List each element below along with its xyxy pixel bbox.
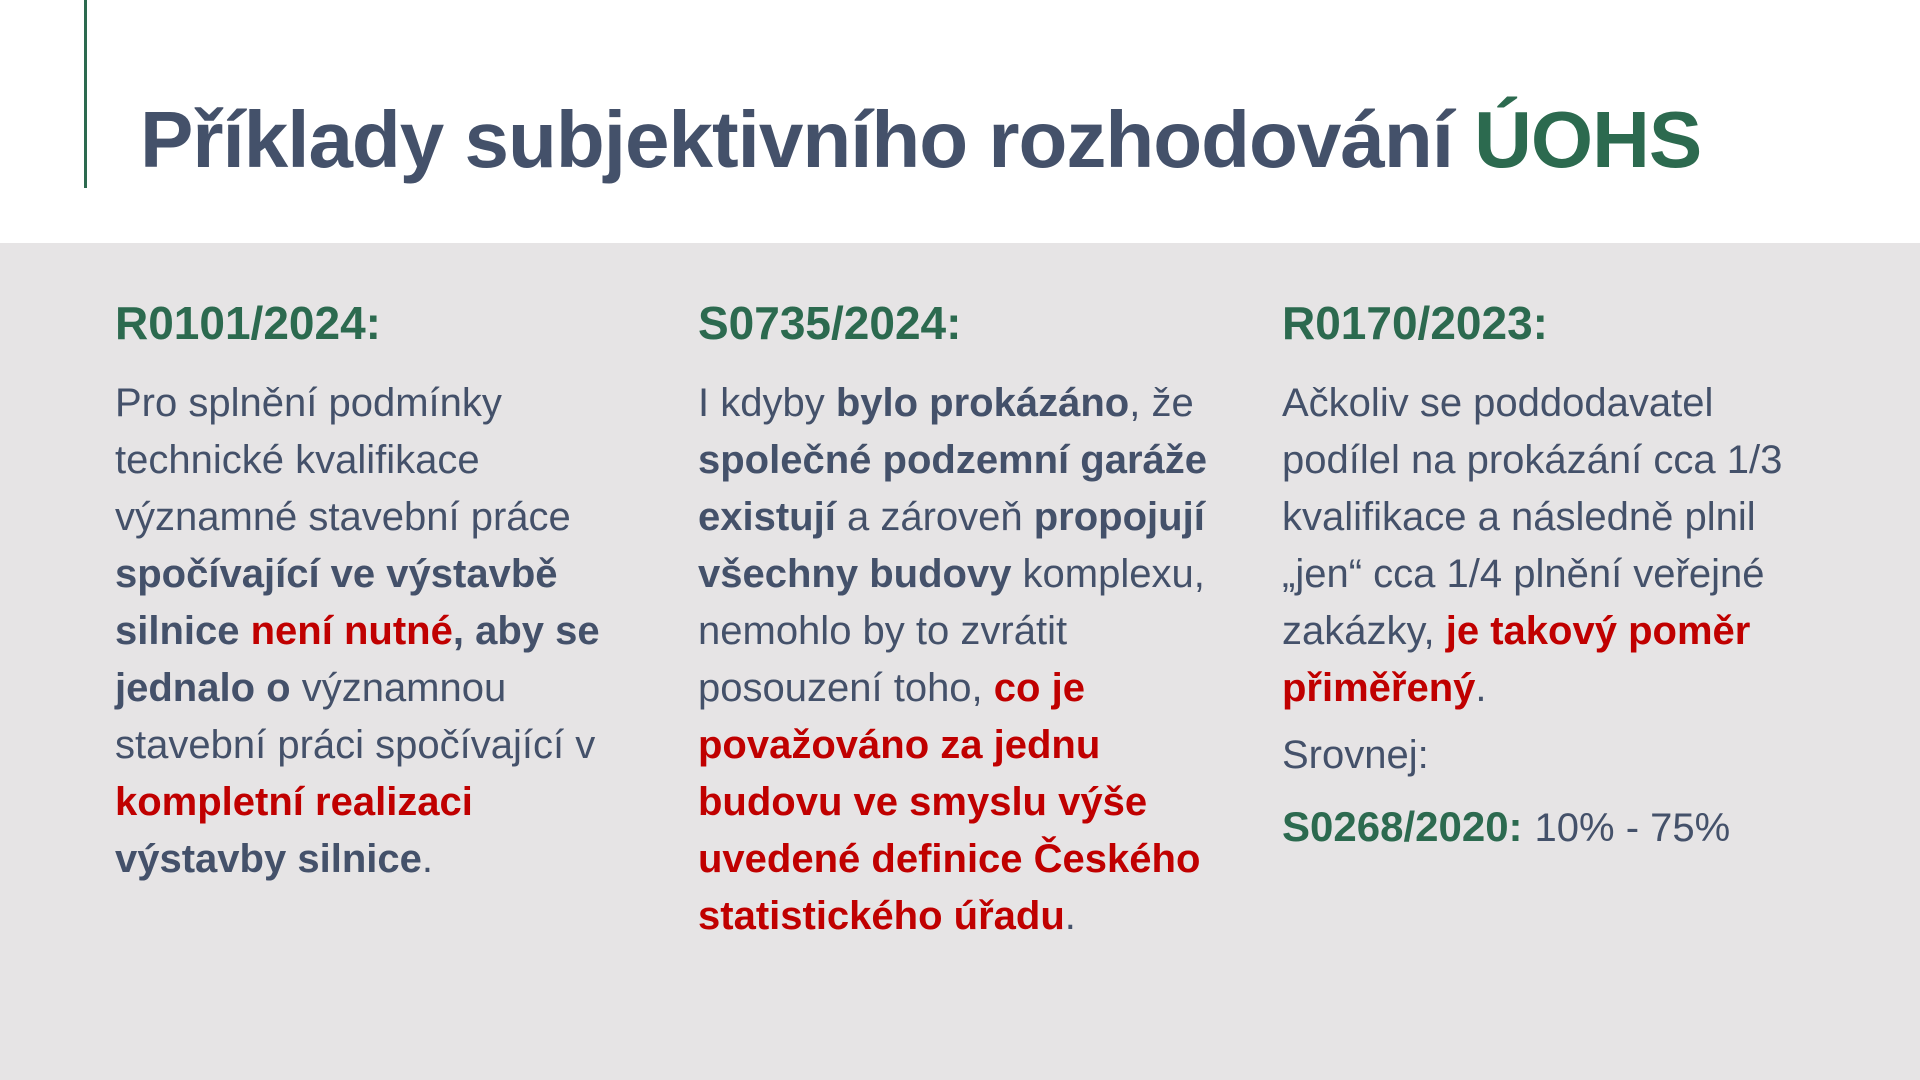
text-segment: komplexu, nemohlo by to zvrátit posouzení toho, (698, 552, 1205, 710)
case-column-2 (698, 295, 1238, 945)
text-segment: Ačkoliv se poddodavatel podílel na prokázání cca 1/3 kvalifikace a následně plnil „jen“ cca 1/4 plnění veřejné zakázky, (1282, 381, 1783, 653)
emphasis-segment: propojují všechny budovy (698, 495, 1205, 596)
text-segment: a zároveň (835, 495, 1034, 539)
emphasis-segment: výstavby silnice (115, 837, 422, 881)
highlight-segment: kompletní realizaci (115, 780, 473, 824)
case-description (698, 375, 1238, 945)
highlight-segment: je takový poměr přiměřený (1282, 609, 1751, 710)
emphasis-segment: společné podzemní garáže existují (698, 438, 1208, 539)
text-segment: I kdyby (698, 381, 836, 425)
text-segment: významnou stavební práci spočívající v (115, 666, 596, 767)
text-segment: Pro splnění podmínky technické kvalifikace významné stavební práce (115, 381, 571, 539)
title-accent-text: ÚOHS (1474, 95, 1702, 184)
emphasis-segment: , aby se jednalo o (115, 609, 600, 710)
compare-range: 10% - 75% (1534, 806, 1731, 850)
text-segment: . (1064, 894, 1076, 938)
compare-row (1282, 798, 1842, 857)
title-main-text: Příklady subjektivního rozhodování (140, 95, 1475, 184)
emphasis-segment: bylo prokázáno (835, 381, 1130, 425)
text-segment: , že (1129, 381, 1194, 425)
slide-header (0, 0, 1920, 243)
case-column-3 (1282, 295, 1842, 857)
highlight-segment: není nutné (250, 609, 453, 653)
compare-reference: S0268/2020: (1282, 803, 1523, 850)
text-segment: . (1475, 666, 1487, 710)
compare-label: Srovnej: (1282, 733, 1429, 777)
slide-title (140, 92, 1701, 188)
case-reference: S0735/2024: (698, 297, 962, 349)
title-accent-line (84, 0, 87, 188)
case-reference: R0101/2024: (115, 297, 381, 349)
slide-content (0, 243, 1920, 1080)
text-segment: . (421, 837, 433, 881)
case-description (1282, 375, 1842, 717)
case-column-1 (115, 295, 645, 888)
case-reference: R0170/2023: (1282, 297, 1548, 349)
case-description (115, 375, 645, 888)
emphasis-segment: spočívající ve výstavbě silnice (115, 552, 558, 653)
highlight-segment: co je považováno za jednu budovu ve smyslu výše uvedené definice Českého statistického úřadu (698, 666, 1201, 938)
